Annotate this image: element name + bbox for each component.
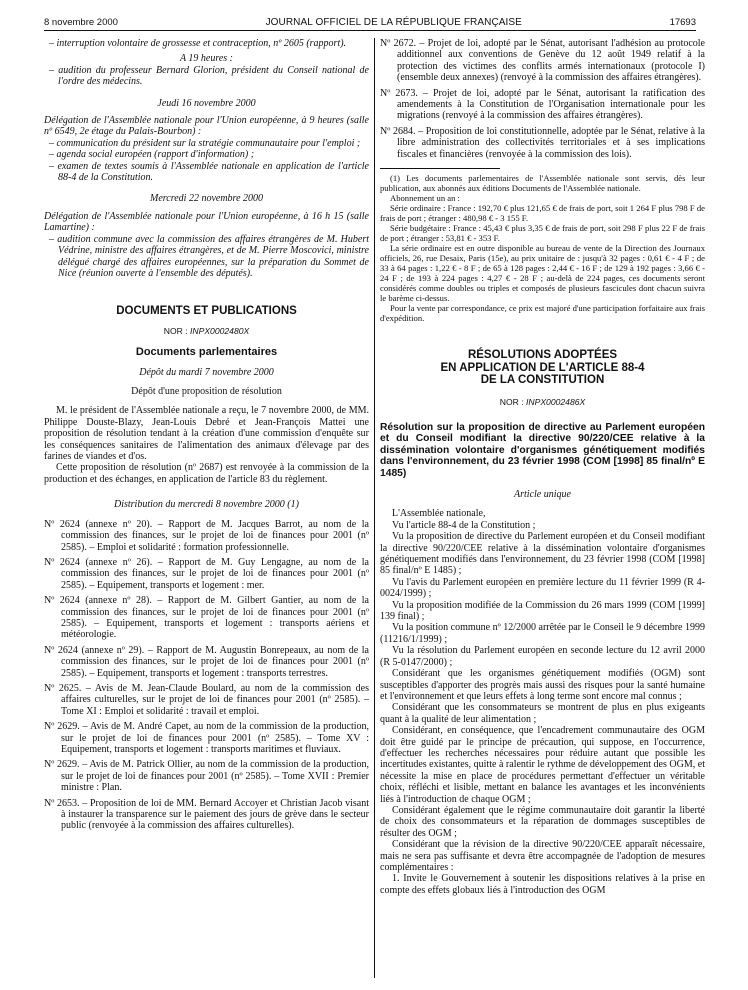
section-title-line: DE LA CONSTITUTION xyxy=(480,374,605,387)
body-paragraph: Considérant que la révision de la directive 90/220/CEE apparaît nécessaire, mais ne sera pas suffisante et devra être accompagnée de l'adoption de mesures complémentaires : xyxy=(380,839,705,873)
nor-reference xyxy=(380,397,705,408)
footnote-line: Série budgétaire : France : 45,43 € plus 3,35 € de frais de port, soit 298 F plus 22 F de frais de port ; étranger : 53,81 € - 353 F. xyxy=(380,223,705,244)
body-paragraph: Vu l'avis du Parlement européen en première lecture du 11 février 1999 (R 4-0024/1999) ; xyxy=(380,576,705,600)
footnote-line: Abonnement un an : xyxy=(390,193,460,204)
date-heading: Mercredi 22 novembre 2000 xyxy=(149,193,264,205)
depot-date: Dépôt du mardi 7 novembre 2000 xyxy=(139,366,274,378)
document-entry: Nº 2624 (annexe nº 26). – Rapport de M. Guy Lengagne, au nom de la commission des finances, sur le projet de loi de finances pour 2001 (nº 2585). – Equipement, transports et logement : mer. xyxy=(44,556,369,591)
footnote-line: La série ordinaire est en outre disponible au bureau de vente de la Direction des Journaux officiels, 26, rue Desaix, Paris (15e), au prix unitaire de : jusqu'à 32 pages : 0,61 € - 4 F ; de 33 à 64 pages : 1,22 € - 8 F ; de 65 à 128 pages : 2,44 € - 16 F ; de 129 à 192 pages : 3,66 € - 24 F ; de 193 à 224 pages : 4,27 € - 28 F ; au-delà de 224 pages, ces documents seront considérés comme doubles ou triples et composés de plusieurs fascicules dont chacun suivra le barème ci-dessus. xyxy=(380,243,705,304)
document-entry: Nº 2624 (annexe nº 29). – Rapport de M. Augustin Bonrepeaux, au nom de la commission des finances, sur le projet de loi de finances pour 2001 (nº 2585). – Equipement, transports et logement : transports terrestres. xyxy=(44,644,369,679)
page-number: 17693 xyxy=(669,16,696,28)
document-entry: Nº 2629. – Avis de M. Patrick Ollier, au nom de la commission de la production, sur le projet de loi de finances pour 2001 (nº 2585). – Tome XVII : Premier ministre : Plan. xyxy=(44,759,369,794)
journal-title: JOURNAL OFFICIEL DE LA RÉPUBLIQUE FRANÇAISE xyxy=(265,16,522,28)
body-paragraph: Vu la position commune nº 12/2000 arrêtée par le Conseil le 9 décembre 1999 (11216/1/1999) ; xyxy=(380,622,705,645)
agenda-item: – audition du professeur Bernard Glorion, président du Conseil national de l'ordre des médecins. xyxy=(49,64,369,88)
footnote-rule xyxy=(380,168,500,169)
document-entry: Nº 2624 (annexe nº 28). – Rapport de M. Gilbert Gantier, au nom de la commission des finances, sur le projet de loi de finances pour 2001 (nº 2585). – Equipement, transports et logement : transports aériens et météorologie. xyxy=(44,595,369,641)
depot-subtitle: Dépôt d'une proposition de résolution xyxy=(131,386,282,398)
date-heading: Jeudi 16 novembre 2000 xyxy=(157,97,256,109)
agenda-item: – examen de textes soumis à l'Assemblée nationale en application de l'article 88-4 de la Constitution. xyxy=(49,160,369,184)
body-paragraph: L'Assemblée nationale, xyxy=(392,508,486,520)
body-paragraph: Considérant également que le régime communautaire doit garantir la liberté de choix des consommateurs et la réparation de dommages susceptibles de résulter des OGM ; xyxy=(380,804,705,839)
nor-reference xyxy=(44,326,369,337)
nor-label: NOR : xyxy=(163,325,188,336)
document-entry: Nº 2684. – Proposition de loi constitutionnelle, adoptée par le Sénat, relative à la libre administration des collectivités territoriales et à ses implications fiscales et financières (renvoyée à la commission des lois). xyxy=(380,125,705,160)
agenda-item: – communication du président sur la stratégie communautaire pour l'emploi ; xyxy=(49,137,361,149)
column-divider xyxy=(374,38,375,978)
document-entry: Nº 2672. – Projet de loi, adopté par le Sénat, autorisant l'adhésion au protocole additionnel aux conventions de Genève du 12 août 1949 relatif à la protection des victimes des conflits armés internationaux (protocole I) (ensemble deux annexes) (renvoyé à la commission des affaires étrangères). xyxy=(380,38,705,84)
section-title-documents: DOCUMENTS ET PUBLICATIONS xyxy=(116,305,297,318)
nor-code: INPX0002486X xyxy=(526,396,586,407)
footnote xyxy=(380,173,705,323)
agenda-item: – audition commune avec la commission des affaires étrangères de M. Hubert Védrine, ministre des affaires étrangères, et de M. Pierre Moscovici, ministre délégué chargé des affaires européennes, sur la préparation du Sommet de Nice (réunion ouverte à l'ensemble des députés). xyxy=(49,233,369,279)
body-paragraph: 1. Invite le Gouvernement à soutenir les dispositions relatives à la prise en compte des effets globaux liés à l'introduction des OGM xyxy=(380,873,705,896)
subsection-title: Documents parlementaires xyxy=(135,346,278,359)
document-entry: Nº 2673. – Projet de loi, adopté par le Sénat, autorisant la ratification des amendements à la Constitution de l'Organisation internationale pour les migrations (renvoyé à la commission des affaires étrangères). xyxy=(380,87,705,122)
document-entry: Nº 2653. – Proposition de loi de MM. Bernard Accoyer et Christian Jacob visant à instaurer la transparence sur le paiement des jours de grève dans le secteur public (renvoyée à la commission des affaires culturelles). xyxy=(44,797,369,832)
distribution-heading: Distribution du mercredi 8 novembre 2000 (1) xyxy=(114,499,299,511)
body-paragraph: Vu l'article 88-4 de la Constitution ; xyxy=(392,519,536,531)
document-entry: Nº 2625. – Avis de M. Jean-Claude Boulard, au nom de la commission des affaires culturelles, sur le projet de loi de finances pour 2001 (nº 2585). – Tome XI : Emploi et solidarité : travail et emploi. xyxy=(44,682,369,717)
nor-label: NOR : xyxy=(499,396,524,407)
resolutions-heading xyxy=(380,349,705,387)
document-entry: Nº 2629. – Avis de M. André Capet, au nom de la commission de la production, sur le projet de loi de finances pour 2001 (nº 2585). – Tome XV : Equipement, transports et logement : transports maritimes et fluviaux. xyxy=(44,721,369,755)
delegation-text: Délégation de l'Assemblée nationale pour l'Union européenne, à 16 h 15 (salle Lamartine) : xyxy=(44,210,369,234)
nor-code: INPX0002480X xyxy=(190,325,250,336)
page-header xyxy=(44,14,696,31)
document-entry: Nº 2624 (annexe nº 20). – Rapport de M. Jacques Barrot, au nom de la commission des finances, sur le projet de loi de finances pour 2001 (nº 2585). – Emploi et solidarité : formation professionnelle. xyxy=(44,518,369,553)
left-column xyxy=(44,38,369,983)
resolution-title: Résolution sur la proposition de directive au Parlement européen et du Conseil modifiant la directive 90/220/CEE relative à la dissémination volontaire d'organismes génétiquement modifiés dans l'environnement, du 23 février 1998 (COM [1998] 85 final/nº E 1485) xyxy=(380,421,705,479)
footnote-line: Série ordinaire : France : 192,70 € plus 121,65 € de frais de port, soit 1 264 F plus 798 F de frais de port ; étranger : 480,98 € - 3 155 F. xyxy=(380,203,705,224)
body-paragraph: Considérant, en conséquence, que l'encadrement communautaire des OGM doit être guidé par le principe de précaution, qui suppose, en l'occurrence, d'effectuer les recherches nécessaires pour réduire autant que possible les incertitudes existantes, quitte à ralentir le rythme de développement des OGM, et nécessite la mise en place de procédures permettant d'effectuer un véritable choix, réfléchi et lisible, mettant en balance les avantages et les inconvénients liés à l'introduction de chaque OGM ; xyxy=(380,725,705,805)
body-paragraph: Vu la résolution du Parlement européen en seconde lecture du 12 avril 2000 (R 5-0147/2000) ; xyxy=(380,645,705,668)
section-title-line: EN APPLICATION DE L'ARTICLE 88-4 xyxy=(440,361,645,374)
header-date: 8 novembre 2000 xyxy=(44,16,118,28)
agenda-item: – agenda social européen (rapport d'information) ; xyxy=(49,149,255,161)
body-paragraph: M. le président de l'Assemblée nationale a reçu, le 7 novembre 2000, de MM. Philippe Douste-Blazy, Jean-Louis Debré et Jean-François Mattei une proposition de résolution tendant à la création d'une commission d'enquête sur les conséquences sanitaires de l'alimentation des animaux d'élevage par des farines de viandes et d'os. xyxy=(44,405,369,463)
time-heading: A 19 heures : xyxy=(179,53,234,65)
body-paragraph: Considérant que les consommateurs se montrent de plus en plus exigeants quant à la qualité de leur alimentation ; xyxy=(380,702,705,725)
agenda-item: – interruption volontaire de grossesse et contraception, nº 2605 (rapport). xyxy=(49,38,347,49)
body-paragraph: Cette proposition de résolution (nº 2687) est renvoyée à la commission de la production et des échanges, en application de l'article 83 du règlement. xyxy=(44,462,369,485)
delegation-text: Délégation de l'Assemblée nationale pour l'Union européenne, à 9 heures (salle nº 6549, 2e étage du Palais-Bourbon) : xyxy=(44,115,369,138)
body-paragraph: Vu la proposition de directive du Parlement européen et du Conseil modifiant la directive 90/220/CEE relative à la dissémination volontaire d'organismes génétiquement modifiés dans l'environnement, du 23 février 1998 (COM [1998] 85 final/nº E 1485) ; xyxy=(380,531,705,577)
section-title-line: RÉSOLUTIONS ADOPTÉES xyxy=(467,349,618,362)
body-paragraph: Vu la proposition modifiée de la Commission du 26 mars 1999 (COM [1999] 139 final) ; xyxy=(380,599,705,623)
article-heading: Article unique xyxy=(514,489,571,500)
right-column xyxy=(380,38,705,983)
body-paragraph: Considérant que les organismes génétiquement modifiés (OGM) sont susceptibles d'apporter des progrès mais aussi des risques pour la santé humaine et l'environnement et que leurs effets à long terme sont encore mal connus ; xyxy=(380,668,705,702)
resolution-body xyxy=(380,508,705,896)
footnote-line: Pour la vente par correspondance, ce prix est majoré d'une participation forfaitaire aux frais d'expédition. xyxy=(380,303,705,324)
footnote-line: (1) Les documents parlementaires de l'Assemblée nationale sont servis, dès leur publication, aux abonnés aux éditions Documents de l'Assemblée nationale. xyxy=(380,173,705,194)
